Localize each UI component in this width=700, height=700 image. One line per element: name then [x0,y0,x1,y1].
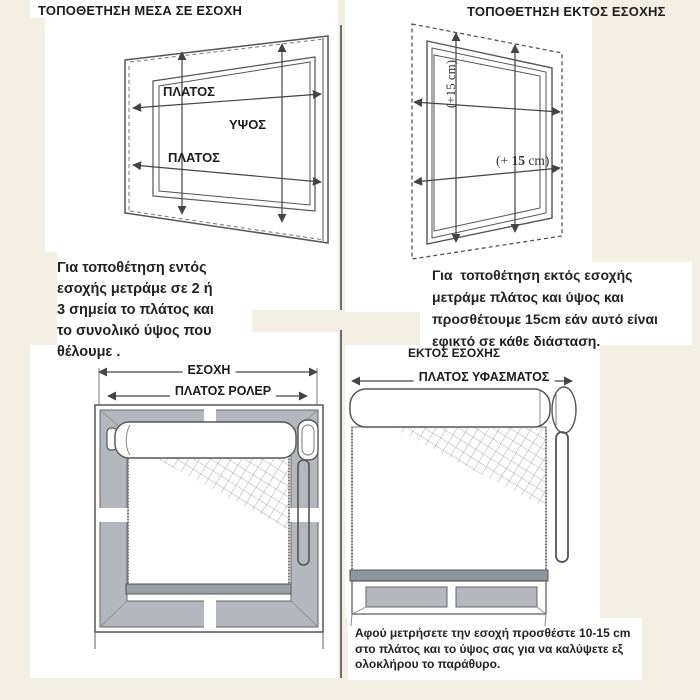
column-divider-top [340,25,342,310]
width-label-bottom: ΠΛΑΤΟΣ [168,150,220,165]
roller-width-label: ΠΛΑΤΟΣ ΡΟΛΕΡ [170,384,276,398]
fabric-width-label: ΠΛΑΤΟΣ ΥΦΑΣΜΑΤΟΣ [414,370,555,384]
bottom-bar [350,570,548,581]
roller-tube [350,389,550,427]
window-sill [351,581,546,626]
height-add-label: (+15 cm) [443,59,458,109]
roller-outside-recess-drawing [346,368,584,634]
recess-frame [125,36,328,243]
left-section-gap [252,310,338,332]
recess-label: ΕΣΟΧΗ [183,363,236,377]
outside-recess-description: Για τοποθέτηση εκτός εσοχής μετράμε πλάτος και ύψος και προσθέτουμε 15cm εάν αυτό είναι εφικτό σε κάθε διάσταση. [432,267,658,349]
column-divider-bottom [340,330,342,678]
bottom-description: Αφού μετρήσετε την εσοχή προσθέστε 10-15 cm στο πλάτος και το ύψος σας για να καλύψετε εξ ολοκλήρου το παράθυρο. [355,626,631,671]
left-paragraph-margin [30,252,57,345]
blind-fabric [350,427,548,581]
control-bracket [298,420,318,460]
height-label: ΥΨΟΣ [229,117,267,132]
outside-recess-window-drawing [405,18,578,264]
chain-loop [556,432,568,562]
inside-recess-description: Για τοποθέτηση εντός εσοχής μετράμε σε 2 ή 3 σημεία το πλάτος και το συνολικό ύψος που θέλουμε . [57,260,214,360]
left-margin-strip [10,18,45,252]
inside-recess-window-drawing [108,28,336,252]
width-add-label: (+ 15 cm) [496,153,550,168]
outside-recess-title: ΤΟΠΟΘΕΤΗΣΗ ΕΚΤΟΣ ΕΣΟΧΗΣ [467,4,666,19]
outside-recess-diagram-title: ΕΚΤΟΣ ΕΣΟΧΗΣ [407,346,501,360]
roller-blind [107,420,318,594]
bottom-bar [126,584,291,594]
roller-in-recess-drawing [90,362,332,660]
width-label-top: ΠΛΑΤΟΣ [163,84,215,99]
inside-recess-title: ΤΟΠΟΘΕΤΗΣΗ ΜΕΣΑ ΣΕ ΕΣΟΧΗ [38,3,243,18]
roller-tube [115,422,296,458]
